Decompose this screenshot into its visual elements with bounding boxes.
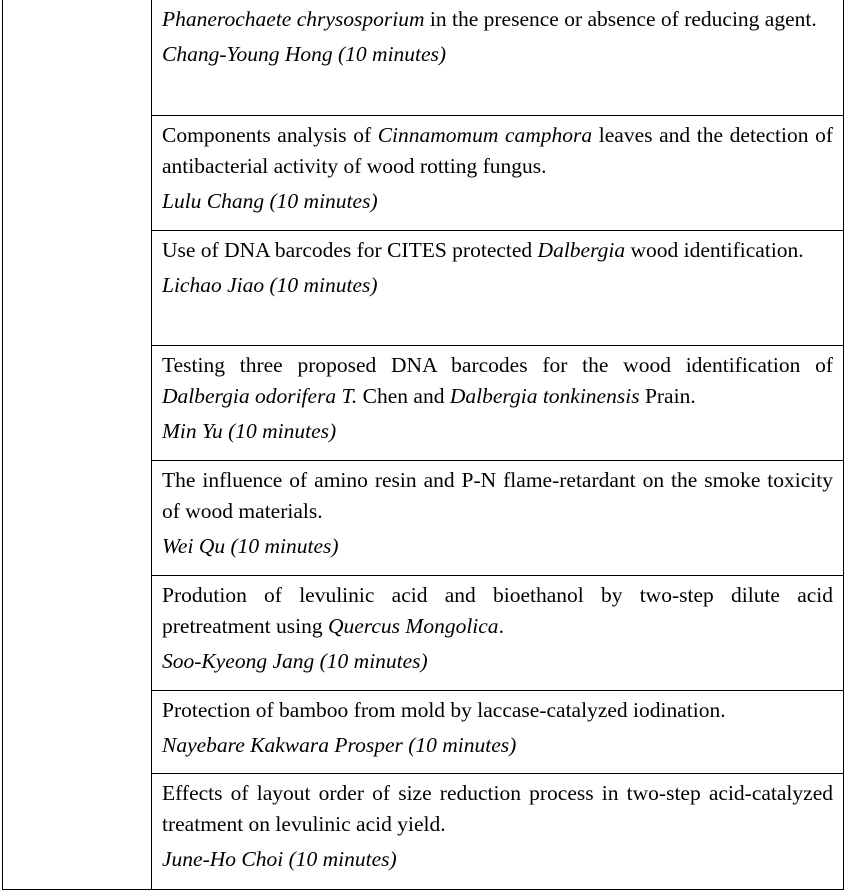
- talk-title: [162, 778, 833, 840]
- title-text-run: in the presence or absence of reducing agent.: [424, 7, 817, 31]
- title-text-run: Testing three proposed DNA barcodes for the wood identification of: [162, 352, 833, 377]
- title-text-run: Prain.: [639, 383, 696, 408]
- talk-speaker: June-Ho Choi (10 minutes): [162, 846, 397, 871]
- title-italic-run: Quercus Mongolica: [327, 613, 499, 638]
- title-text-run: wood identification.: [625, 237, 804, 262]
- talk-title: [162, 350, 833, 412]
- talk-cell: [152, 345, 844, 460]
- talk-cell: [152, 690, 844, 773]
- title-italic-run: Dalbergia tonkinensis: [449, 383, 640, 408]
- talk-title: [162, 580, 833, 642]
- schedule-body: [3, 0, 844, 889]
- title-text-run: Protection of bamboo from mold by laccase-catalyzed iodination.: [162, 697, 726, 722]
- schedule-row: [3, 0, 844, 115]
- title-italic-run: Dalbergia: [537, 237, 626, 262]
- talk-title: [162, 4, 833, 35]
- title-text-run: leaves and the detection of antibacterial activity of wood rotting fungus.: [162, 122, 833, 178]
- talk-speaker: Chang-Young Hong (10 minutes): [162, 42, 447, 66]
- title-text-run: The influence of amino resin and P-N flame-retardant on the smoke toxicity of wood materials.: [162, 467, 833, 523]
- title-italic-run: Cinnamomum camphora: [377, 122, 593, 147]
- title-italic-run: Phanerochaete chrysosporium: [162, 7, 425, 31]
- title-text-run: .: [498, 613, 504, 638]
- title-text-run: Components analysis of: [162, 122, 378, 147]
- talk-cell: [152, 460, 844, 575]
- title-text-run: Chen and: [357, 383, 450, 408]
- talk-title: [162, 120, 833, 182]
- schedule-table: [2, 0, 844, 890]
- talk-speaker: Lichao Jiao (10 minutes): [162, 272, 378, 297]
- talk-speaker: Nayebare Kakwara Prosper (10 minutes): [162, 732, 517, 757]
- talk-speaker: Wei Qu (10 minutes): [162, 533, 339, 558]
- talk-title: [162, 465, 833, 527]
- talk-title: [162, 695, 833, 726]
- time-column-cell: [3, 0, 152, 889]
- talk-cell: [152, 575, 844, 690]
- talk-cell: [152, 115, 844, 230]
- talk-speaker: Min Yu (10 minutes): [162, 418, 337, 443]
- talk-cell: [152, 773, 844, 889]
- talk-cell: [152, 230, 844, 345]
- talk-speaker: Soo-Kyeong Jang (10 minutes): [162, 648, 428, 673]
- title-text-run: Effects of layout order of size reduction process in two-step acid-catalyzed treatment on levulinic acid yield.: [162, 780, 833, 836]
- talk-title: [162, 235, 833, 266]
- talk-speaker: Lulu Chang (10 minutes): [162, 188, 378, 213]
- talk-cell: [152, 0, 844, 115]
- title-text-run: Prodution of levulinic acid and bioethanol by two-step dilute acid pretreatment using: [162, 582, 833, 638]
- title-italic-run: Dalbergia odorifera T.: [162, 383, 358, 408]
- title-text-run: Use of DNA barcodes for CITES protected: [162, 237, 538, 262]
